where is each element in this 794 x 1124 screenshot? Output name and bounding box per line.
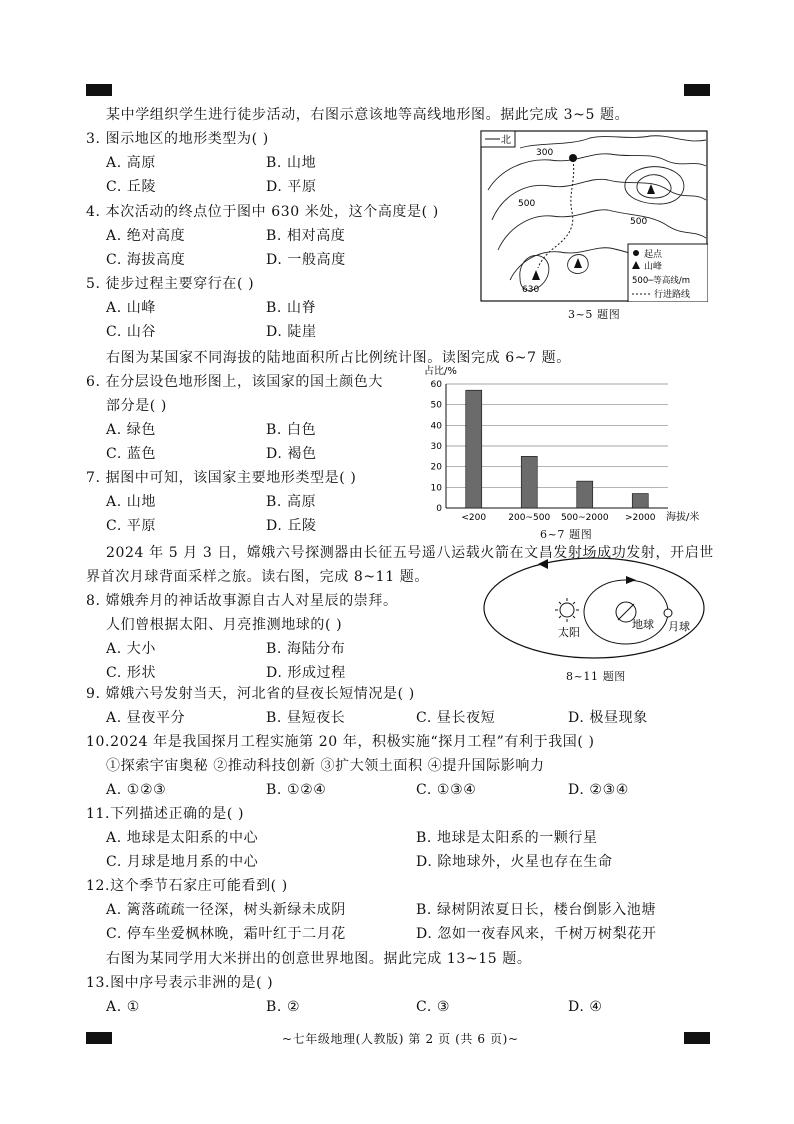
q6-stem: 6. 在分层设色地形图上，该国家的国土颜色大 [86,374,384,390]
page-footer: ~七年级地理(人教版) 第 2 页 (共 6 页)~ [282,1032,519,1046]
q4-option-d[interactable]: D. 一般高度 [266,252,346,268]
q11-option-d[interactable]: D. 除地球外，火星也存在生命 [416,854,613,870]
q8-option-d[interactable]: D. 形成过程 [266,665,346,681]
q8-stem: 8. 嫦娥奔月的神话故事源自古人对星辰的崇拜。 [86,593,398,609]
x-tick-label: >2000 [625,513,656,523]
q7-option-b[interactable]: B. 高原 [266,494,317,510]
earth-orbit [484,558,704,658]
y-tick-label: 30 [430,442,442,452]
contour-map [480,130,708,302]
registration-mark-bottom-right [684,1032,710,1044]
intro-8-11-line1: 2024 年 5 月 3 日，嫦娥六号探测器由长征五号遥八运载火箭在文昌发射场成功发射，开启世 [106,545,714,561]
y-tick-label: 50 [430,400,442,411]
q4-stem: 4. 本次活动的终点位于图中 630 米处，这个高度是( ) [86,204,439,220]
q3-stem: 3. 图示地区的地形类型为( ) [86,131,269,147]
legend-peak-label: 山峰 [644,262,663,272]
y-tick-label: 20 [430,462,442,473]
q5-option-a[interactable]: A. 山峰 [106,300,157,316]
registration-mark-bottom-left [86,1032,112,1044]
q6-option-d[interactable]: D. 褐色 [266,446,317,462]
q5-option-c[interactable]: C. 山谷 [106,324,157,340]
orbit-caption: 8~11 题图 [566,670,626,683]
q11-option-a[interactable]: A. 地球是太阳系的中心 [106,830,259,846]
q11-stem: 11.下列描述正确的是( ) [86,806,245,822]
chart-xlabel: 海拔/米 [666,512,700,523]
q5-stem: 5. 徒步过程主要穿行在( ) [86,276,255,292]
chart-ylabel: 占比/% [424,366,457,377]
q13-option-b[interactable]: B. ② [266,999,301,1015]
x-tick-label: 500~2000 [560,513,609,523]
q3-option-c[interactable]: C. 丘陵 [106,179,157,195]
q8-option-c[interactable]: C. 形状 [106,665,157,681]
x-tick-label: <200 [461,513,487,523]
intro-8-11-line2: 界首次月球背面采样之旅。读右图，完成 8~11 题。 [86,569,429,585]
q3-option-d[interactable]: D. 平原 [266,179,317,195]
q13-option-a[interactable]: A. ① [106,999,140,1015]
earth-label: 地球 [632,618,654,631]
q6-option-a[interactable]: A. 绿色 [106,422,157,438]
map-legend [628,244,708,302]
q11-option-b[interactable]: B. 地球是太阳系的一颗行星 [416,830,598,846]
legend-start-label: 起点 [644,250,663,260]
bar-3 [632,494,648,508]
contour-label-500-right: 500 [630,217,648,227]
q12-option-c[interactable]: C. 停车坐爱枫林晚，霜叶红于二月花 [106,926,346,942]
q12-option-b[interactable]: B. 绿树阴浓夏日长，楼台倒影入池塘 [416,902,656,918]
intro-3-5: 某中学组织学生进行徒步活动，右图示意该地等高线地形图。据此完成 3~5 题。 [106,107,630,123]
legend-contour-label: 500─等高线/m [632,276,690,286]
q10-option-d[interactable]: D. ②③④ [568,782,629,798]
q5-option-d[interactable]: D. 陡崖 [266,324,317,340]
q3-option-a[interactable]: A. 高原 [106,155,157,171]
q13-option-c[interactable]: C. ③ [416,999,451,1015]
q8-stem-cont: 人们曾根据太阳、月亮推测地球的( ) [106,617,343,633]
q9-option-a[interactable]: A. 昼夜平分 [106,710,186,726]
q6-option-c[interactable]: C. 蓝色 [106,446,157,462]
q7-stem: 7. 据图中可知，该国家主要地形类型是( ) [86,470,357,486]
q12-option-a[interactable]: A. 篱落疏疏一径深，树头新绿未成阴 [106,902,346,918]
q11-option-c[interactable]: C. 月球是地月系的中心 [106,854,259,870]
north-arrow [481,131,515,147]
q4-option-b[interactable]: B. 相对高度 [266,228,346,244]
q7-option-a[interactable]: A. 山地 [106,494,157,510]
contour-label-300: 300 [536,148,554,158]
q3-option-b[interactable]: B. 山地 [266,155,317,171]
sun-earth-moon-orbit-diagram [476,552,712,664]
sun-icon [555,598,579,622]
chart-caption: 6~7 题图 [540,528,593,541]
q8-option-b[interactable]: B. 海陆分布 [266,641,346,657]
moon-label: 月球 [668,620,690,633]
bar-0 [466,390,482,508]
registration-mark-top-right [684,84,710,96]
q8-option-a[interactable]: A. 大小 [106,641,157,657]
q10-items: ①探索宇宙奥秘 ②推动科技创新 ③扩大领土面积 ④提升国际影响力 [106,758,545,774]
bar-1 [521,456,537,508]
map35-caption: 3~5 题图 [568,308,621,321]
q13-option-d[interactable]: D. ④ [568,999,603,1015]
y-tick-label: 60 [430,380,442,390]
q9-option-b[interactable]: B. 昼短夜长 [266,710,346,726]
contour-label-500-left: 500 [518,199,536,209]
q6-stem-cont: 部分是( ) [106,398,167,414]
sun-label: 太阳 [558,626,580,639]
registration-mark-top-left [86,84,112,96]
q12-option-d[interactable]: D. 忽如一夜春风来，千树万树梨花开 [416,926,657,942]
y-tick-label: 0 [436,504,442,514]
q9-option-d[interactable]: D. 极昼现象 [568,710,648,726]
q12-stem: 12.这个季节石家庄可能看到( ) [86,878,288,894]
x-tick-label: 200~500 [508,513,551,523]
q10-option-a[interactable]: A. ①②③ [106,782,167,798]
y-tick-label: 40 [430,421,442,432]
q10-option-c[interactable]: C. ①③④ [416,782,477,798]
q10-option-b[interactable]: B. ①②④ [266,782,327,798]
start-point-marker [569,154,577,162]
q4-option-c[interactable]: C. 海拔高度 [106,252,186,268]
north-label: 北 [501,135,511,146]
orbit-direction-arrow [538,559,548,569]
q13-stem: 13.图中序号表示非洲的是( ) [86,975,274,991]
q9-stem: 9. 嫦娥六号发射当天，河北省的昼夜长短情况是( ) [86,686,415,702]
intro-6-7: 右图为某国家不同海拔的陆地面积所占比例统计图。读图完成 6~7 题。 [106,350,571,366]
moon-icon [664,609,672,617]
q7-option-d[interactable]: D. 丘陵 [266,518,317,534]
q7-option-c[interactable]: C. 平原 [106,518,157,534]
q5-option-b[interactable]: B. 山脊 [266,300,317,316]
q6-option-b[interactable]: B. 白色 [266,422,317,438]
q9-option-c[interactable]: C. 昼长夜短 [416,710,496,726]
q4-option-a[interactable]: A. 绝对高度 [106,228,186,244]
y-tick-label: 10 [430,483,442,494]
elevation-label-630: 630 [522,285,540,295]
elevation-bar-chart [420,364,720,540]
legend-route-label: 行进路线 [654,290,691,300]
bar-2 [577,481,593,508]
intro-13-15: 右图为某同学用大米拼出的创意世界地图。据此完成 13~15 题。 [106,951,532,967]
moon-orbit-arrow [626,576,636,584]
q10-stem: 10.2024 年是我国探月工程实施第 20 年，积极实施“探月工程”有利于我国( ) [86,734,595,750]
